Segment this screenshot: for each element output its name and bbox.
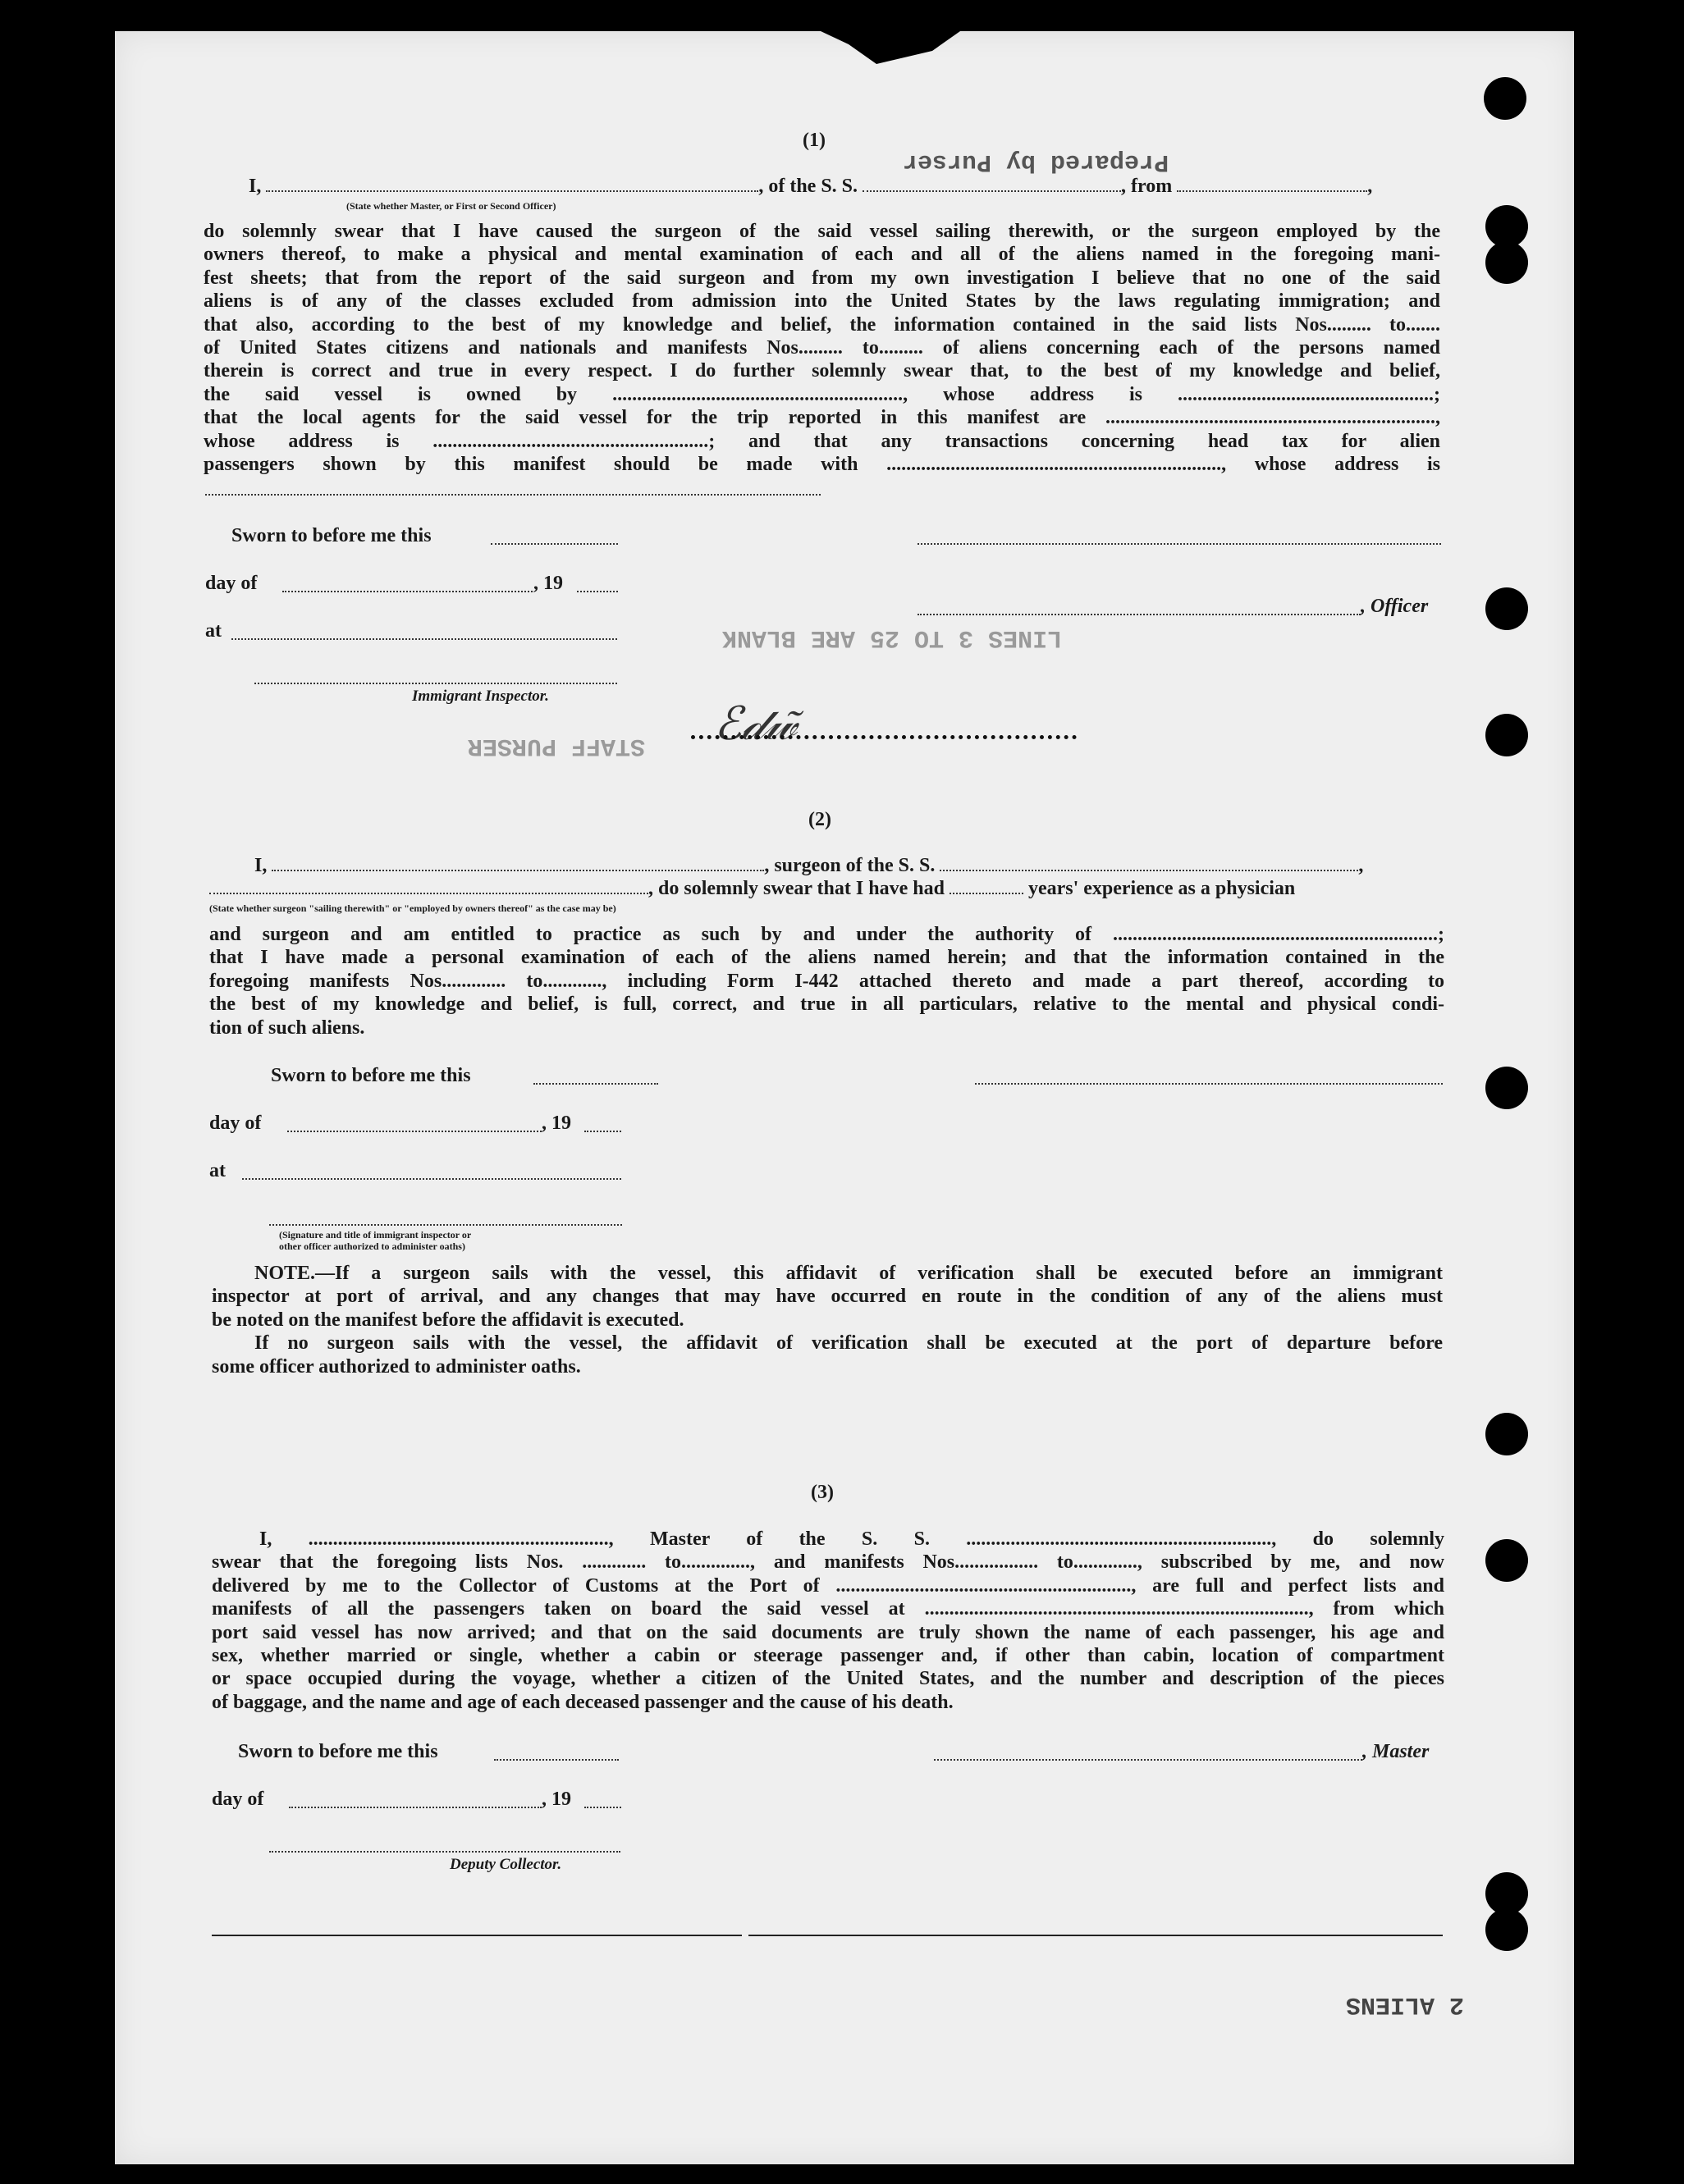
s1-sworn-label: Sworn to before me this bbox=[231, 525, 432, 546]
punch-hole bbox=[1485, 714, 1528, 756]
s2-line: that I have made a personal examination of each of the aliens named herein; and that the information contained in the bbox=[209, 947, 1444, 969]
s1-line: therein is correct and true in every respect. I do further solemnly swear that, to the best of my knowledge and belief, bbox=[204, 360, 1440, 382]
s1-first-line: I, , of the S. S. , from , bbox=[249, 176, 1373, 197]
s1-line: aliens is of any of the classes excluded from admission into the United States by the laws regulating immigration; and bbox=[204, 290, 1440, 313]
punch-hole bbox=[1485, 1067, 1528, 1109]
s1-officer-hint: (State whether Master, or First or Second Officer) bbox=[346, 200, 556, 212]
aliens-stamp bbox=[1346, 1990, 1464, 2018]
s2-surgeon-hint: (State whether surgeon "sailing therewith" or "employed by owners thereof" as the case may be) bbox=[209, 902, 616, 914]
s2-year-field[interactable] bbox=[584, 1131, 621, 1132]
s1-officer-sign-line[interactable] bbox=[918, 614, 1361, 615]
note-line: be noted on the manifest before the affidavit is executed. bbox=[212, 1309, 684, 1331]
s1-line: that the local agents for the said vessel for the trip reported in this manifest are ..................................................................., bbox=[204, 407, 1440, 429]
s2-sworn-field[interactable] bbox=[533, 1083, 658, 1085]
s2-line: the best of my knowledge and belief, is full, correct, and true in all particulars, relative to the mental and physical condi- bbox=[209, 994, 1444, 1016]
s1-line: the said vessel is owned by ..........................................................., whose address is ....................................................; bbox=[204, 383, 1440, 405]
note-line: some officer authorized to administer oaths. bbox=[212, 1355, 581, 1378]
s3-master-sign-line[interactable] bbox=[934, 1759, 1362, 1761]
staff-purser-stamp bbox=[468, 732, 645, 760]
punch-hole bbox=[1485, 587, 1528, 630]
s3-line: sex, whether married or single, whether a cabin or steerage passenger and, if other than cabin, location of compartment bbox=[212, 1645, 1444, 1667]
s1-label-i: I, bbox=[249, 176, 262, 197]
lines-blank-text: LINES 3 TO 25 ARE BLANK bbox=[722, 624, 1063, 651]
punch-hole bbox=[1485, 1413, 1528, 1455]
s3-collector-label: Deputy Collector. bbox=[450, 1856, 562, 1873]
s3-line: I, ............................................................., Master of the S. S. .............................................................., do solemnly bbox=[259, 1528, 1444, 1550]
bottom-rule-left bbox=[212, 1935, 742, 1936]
s1-line: do solemnly swear that I have caused the surgeon of the said vessel sailing therewith, or the surgeon employed by the bbox=[204, 221, 1440, 242]
s2-day-of-label: day of bbox=[209, 1113, 262, 1134]
s1-day-of-label: day of bbox=[205, 573, 258, 594]
section-1-number: (1) bbox=[803, 130, 826, 151]
prepared-by-stamp bbox=[903, 148, 1169, 176]
s1-line: whose address is ........................................................; and that any transactions concerning head tax for alien bbox=[204, 430, 1440, 452]
s2-line: foregoing manifests Nos............. to............, including Form I-442 attached thereto and made a part thereof, according to bbox=[209, 970, 1444, 992]
s2-vessel-field[interactable] bbox=[940, 865, 1358, 871]
purser-signature: ℰ𝒹𝓌̃ bbox=[714, 697, 797, 751]
punch-hole bbox=[1485, 1908, 1528, 1951]
s3-master-label bbox=[1362, 1741, 1429, 1763]
aliens-text: 2 ALIENS bbox=[1346, 1990, 1465, 2018]
s3-line: manifests of all the passengers taken on board the said vessel at .............................................................................., from which bbox=[212, 1598, 1444, 1620]
s1-day-field[interactable] bbox=[282, 591, 533, 592]
s2-oath-text bbox=[209, 923, 1444, 1039]
punch-hole bbox=[1485, 1539, 1528, 1582]
s2-day-field[interactable] bbox=[287, 1131, 542, 1132]
punch-hole bbox=[1484, 77, 1526, 120]
s2-inspector-hint-1: (Signature and title of immigrant inspector or bbox=[279, 1229, 472, 1240]
note-line: inspector at port of arrival, and any changes that may have occurred en route in the condition of any of the aliens must bbox=[212, 1286, 1443, 1308]
s2-sworn-label: Sworn to before me this bbox=[271, 1065, 471, 1086]
note-line: If no surgeon sails with the vessel, the affidavit of verification shall be executed at the port of departure before bbox=[254, 1332, 1443, 1355]
s1-officer-text: , Officer bbox=[1361, 596, 1429, 617]
section-3-number: (3) bbox=[811, 1482, 834, 1503]
s1-line: passengers shown by this manifest should be made with ...................................................................., whose address is bbox=[204, 454, 1440, 476]
s2-label-years: years' experience as a physician bbox=[1027, 878, 1296, 899]
punch-hole bbox=[1485, 241, 1528, 284]
s1-label-of-ss: , of the S. S. bbox=[758, 176, 858, 197]
s2-label-swear: , do solemnly swear that I have had bbox=[648, 878, 945, 899]
s2-signature-line[interactable] bbox=[975, 1083, 1443, 1085]
s1-line: of United States citizens and nationals and manifests Nos......... to......... of aliens concerning each of the persons named bbox=[204, 337, 1440, 359]
s2-surgeon-type-field[interactable] bbox=[209, 888, 648, 894]
s3-sworn-label: Sworn to before me this bbox=[238, 1741, 438, 1762]
s1-officer-label bbox=[1361, 596, 1428, 618]
staff-purser-text: STAFF PURSER bbox=[468, 732, 646, 760]
section-2-number: (2) bbox=[808, 809, 831, 830]
s1-oath-text bbox=[204, 220, 1440, 476]
s3-sworn-field[interactable] bbox=[494, 1759, 619, 1761]
s3-day-field[interactable] bbox=[289, 1807, 542, 1808]
s3-year-label: , 19 bbox=[542, 1789, 571, 1810]
s3-collector-line[interactable] bbox=[269, 1851, 620, 1853]
s3-day-of-label: day of bbox=[212, 1789, 264, 1810]
s1-officer-field[interactable] bbox=[266, 185, 758, 192]
note-line: NOTE.—If a surgeon sails with the vessel, this affidavit of verification shall be executed before an immigrant bbox=[254, 1263, 1443, 1284]
s3-oath-text bbox=[212, 1528, 1444, 1714]
s3-line: delivered by me to the Collector of Customs at the Port of ............................................................, are full and perfect lists and bbox=[212, 1574, 1444, 1597]
s2-first-line: I, , surgeon of the S. S. , bbox=[254, 855, 1364, 876]
s1-inspector-label: Immigrant Inspector. bbox=[412, 688, 549, 705]
s1-year-label: , 19 bbox=[533, 573, 563, 594]
s1-from-field[interactable] bbox=[1177, 185, 1367, 192]
lines-blank-stamp bbox=[722, 624, 1062, 651]
s2-years-field[interactable] bbox=[950, 888, 1023, 894]
s2-line: tion of such aliens. bbox=[209, 1017, 365, 1039]
prepared-by-text: Prepared by Purser bbox=[903, 148, 1169, 176]
s2-second-line bbox=[209, 878, 1295, 900]
s2-note bbox=[212, 1262, 1443, 1378]
s3-year-field[interactable] bbox=[584, 1807, 621, 1808]
s1-year-field[interactable] bbox=[577, 591, 618, 592]
s1-sworn-field[interactable] bbox=[491, 543, 618, 545]
s2-inspector-line[interactable] bbox=[269, 1224, 622, 1226]
s2-year-label: , 19 bbox=[542, 1113, 571, 1134]
s2-label-surgeon: , surgeon of the S. S. bbox=[764, 855, 936, 876]
s1-at-field[interactable] bbox=[231, 638, 617, 640]
purser-dotted-line bbox=[691, 735, 1077, 739]
s1-line: fest sheets; that from the report of the said surgeon and from my own investigation I believe that no one of the said bbox=[204, 267, 1440, 289]
s2-inspector-hint-2: other officer authorized to administer oaths) bbox=[279, 1240, 465, 1252]
s3-line: or space occupied during the voyage, whether a citizen of the United States, and the number and description of the pieces bbox=[212, 1668, 1444, 1690]
s1-label-from: , from bbox=[1121, 176, 1173, 197]
s2-line: and surgeon and am entitled to practice as such by and under the authority of ..................................................................; bbox=[209, 924, 1444, 945]
s3-line: port said vessel has now arrived; and that on the said documents are truly shown the name of each passenger, his age and bbox=[212, 1621, 1444, 1643]
s1-vessel-field[interactable] bbox=[863, 185, 1121, 192]
s2-at-label: at bbox=[209, 1160, 226, 1181]
s1-line: that also, according to the best of my knowledge and belief, the information contained in the said lists Nos......... to....... bbox=[204, 313, 1440, 336]
s2-label-i: I, bbox=[254, 855, 268, 876]
s1-at-label: at bbox=[205, 620, 222, 642]
s2-surgeon-name-field[interactable] bbox=[272, 865, 764, 871]
s1-address-field[interactable] bbox=[205, 494, 821, 496]
s1-inspector-line[interactable] bbox=[254, 683, 617, 684]
s1-signature-line[interactable] bbox=[918, 543, 1441, 545]
s1-line: owners thereof, to make a physical and mental examination of each and all of the aliens named in the foregoing mani- bbox=[204, 244, 1440, 266]
s3-line: swear that the foregoing lists Nos. ............. to.............., and manifests Nos................. to............., subscribed by me, and now bbox=[212, 1551, 1444, 1574]
s3-line: of baggage, and the name and age of each deceased passenger and the cause of his death. bbox=[212, 1691, 954, 1713]
s2-at-field[interactable] bbox=[242, 1178, 621, 1180]
s3-master-text: , Master bbox=[1362, 1741, 1430, 1762]
bottom-rule-right bbox=[748, 1935, 1443, 1936]
